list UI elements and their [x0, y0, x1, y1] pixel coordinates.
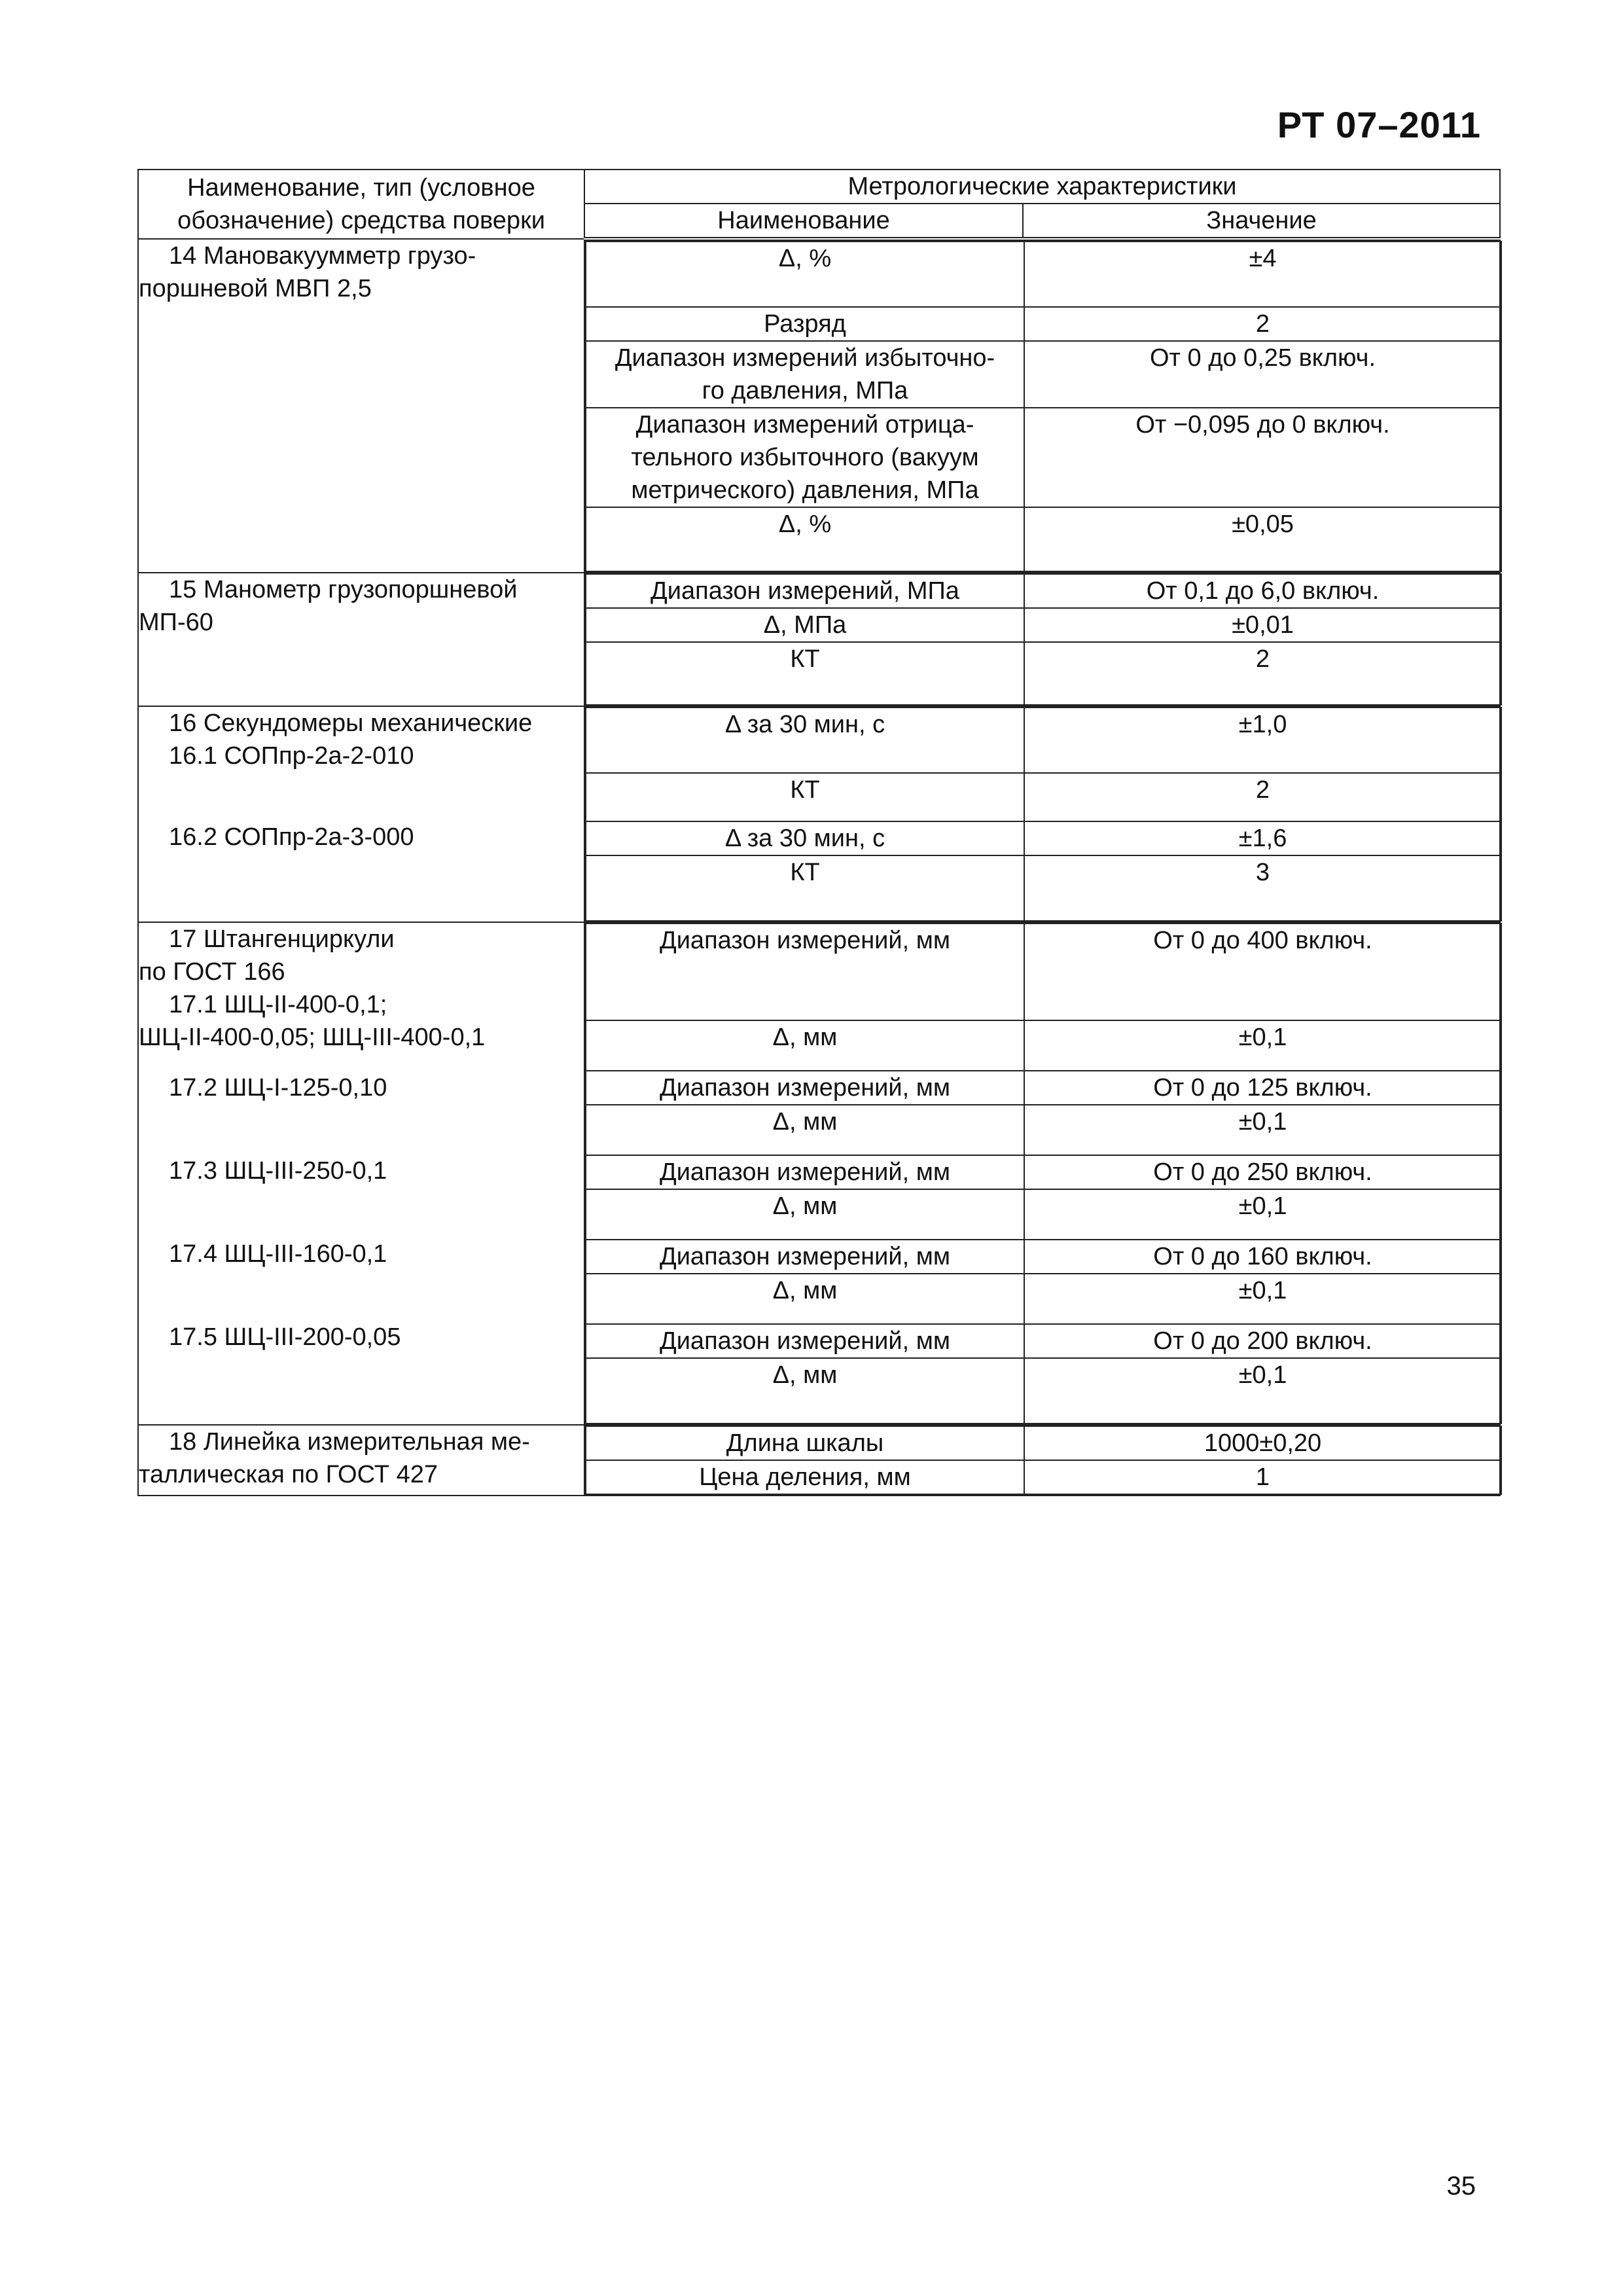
char-value: От 0 до 250 включ. — [1024, 1155, 1501, 1189]
char-name: Δ за 30 мин, с — [586, 821, 1024, 855]
char-value: ±0,1 — [1024, 1189, 1501, 1240]
char-name: Диапазон измерений, мм — [586, 1240, 1024, 1274]
char-value: ±0,05 — [1024, 507, 1501, 571]
char-name: Диапазон измерений, мм — [586, 924, 1024, 1020]
col-header-value: Значение — [1023, 204, 1500, 239]
char-name: Δ, мм — [586, 1189, 1024, 1240]
instrument-cell: 18 Линейка измерительная ме- таллическая по ГОСТ 427 — [138, 1425, 584, 1496]
char-name: Диапазон измерений, мм — [586, 1324, 1024, 1358]
char-name: Δ за 30 мин, с — [586, 708, 1024, 773]
instrument-cell: 14 Мановакуумметр грузо- поршневой МВП 2,5 — [138, 239, 584, 573]
char-name: Диапазон измерений избыточно- го давления, МПа — [586, 341, 1024, 408]
table-row — [138, 706, 1500, 922]
char-value: От 0 до 0,25 включ. — [1024, 341, 1501, 408]
page-number: 35 — [1446, 2172, 1476, 2200]
char-value: 2 — [1024, 773, 1501, 821]
characteristics-cell — [584, 239, 1500, 573]
char-value: ±4 — [1024, 242, 1501, 307]
instrument-cell: 16 Секундомеры механические 16.1 СОПпр-2а-2-010 16.2 СОПпр-2а-3-000 — [138, 706, 584, 922]
char-name: Диапазон измерений, мм — [586, 1071, 1024, 1105]
char-name: КТ — [586, 855, 1024, 921]
characteristics-cell — [584, 706, 1500, 922]
table-header-row-1 — [138, 170, 1500, 204]
char-name: Диапазон измерений, МПа — [586, 574, 1024, 608]
instrument-cell: 15 Манометр грузопоршневой МП-60 — [138, 573, 584, 706]
char-value: От 0 до 160 включ. — [1024, 1240, 1501, 1274]
char-name: Разряд — [586, 307, 1024, 341]
char-name: Длина шкалы — [586, 1426, 1024, 1460]
instrument-cell: 17 Штангенциркули по ГОСТ 166 17.1 ШЦ-II-400-0,1; ШЦ-II-400-0,05; ШЦ-III-400-0,1 17.2 ШЦ-I-125-0,10 17.3 ШЦ-III-250-0,1 17.4 ШЦ-III-160-0,1 17.5 ШЦ-III-200-0,05 — [138, 922, 584, 1425]
characteristics-cell — [584, 922, 1500, 1425]
table-row — [138, 922, 1500, 1425]
characteristics-cell — [584, 1425, 1500, 1496]
char-value: От −0,095 до 0 включ. — [1024, 408, 1501, 507]
char-value: 1000±0,20 — [1024, 1426, 1501, 1460]
char-value: 2 — [1024, 307, 1501, 341]
char-value: 1 — [1024, 1460, 1501, 1494]
char-name: КТ — [586, 642, 1024, 705]
char-value: ±0,1 — [1024, 1358, 1501, 1424]
char-name: Δ, мм — [586, 1105, 1024, 1155]
char-value: ±1,6 — [1024, 821, 1501, 855]
metrology-table — [137, 169, 1501, 1496]
table-row — [138, 239, 1500, 573]
char-value: ±0,1 — [1024, 1105, 1501, 1155]
col-header-name: Наименование — [584, 204, 1023, 239]
char-value: От 0,1 до 6,0 включ. — [1024, 574, 1501, 608]
char-name: Δ, МПа — [586, 608, 1024, 642]
char-name: Δ, % — [586, 507, 1024, 571]
char-value: ±1,0 — [1024, 708, 1501, 773]
table-row — [138, 573, 1500, 706]
char-value: От 0 до 125 включ. — [1024, 1071, 1501, 1105]
char-value: От 0 до 200 включ. — [1024, 1324, 1501, 1358]
char-name: Δ, мм — [586, 1358, 1024, 1424]
characteristics-cell — [584, 573, 1500, 706]
char-name: Цена деления, мм — [586, 1460, 1024, 1494]
char-value: 3 — [1024, 855, 1501, 921]
char-name: Δ, мм — [586, 1020, 1024, 1071]
col-group-header-metrology: Метрологические характеристики — [584, 170, 1500, 204]
char-name: Диапазон измерений отрица- тельного избыточного (вакуум метрического) давления, МПа — [586, 408, 1024, 507]
char-name: КТ — [586, 773, 1024, 821]
col-header-instrument: Наименование, тип (условное обозначение) средства поверки — [138, 170, 584, 239]
document-code: РТ 07–2011 — [1277, 104, 1481, 145]
char-value: ±0,01 — [1024, 608, 1501, 642]
char-value: ±0,1 — [1024, 1020, 1501, 1071]
char-value: ±0,1 — [1024, 1274, 1501, 1324]
char-name: Δ, % — [586, 242, 1024, 307]
char-name: Диапазон измерений, мм — [586, 1155, 1024, 1189]
char-value: 2 — [1024, 642, 1501, 705]
char-value: От 0 до 400 включ. — [1024, 924, 1501, 1020]
char-name: Δ, мм — [586, 1274, 1024, 1324]
table-row — [138, 1425, 1500, 1496]
